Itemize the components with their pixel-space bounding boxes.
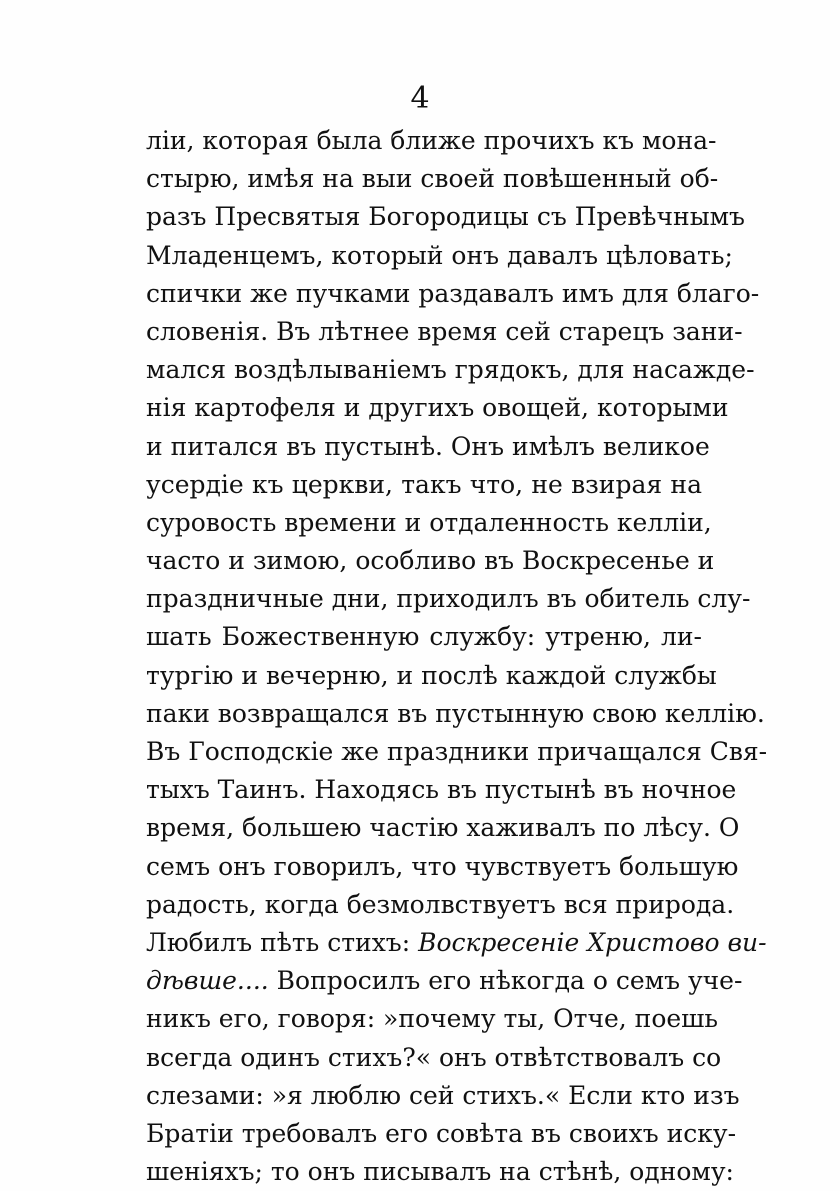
page-number: 4 bbox=[410, 81, 430, 116]
text-line: мался воздѣлываніемъ грядокъ, для насажде- bbox=[146, 355, 755, 385]
italic-quote: Воскресеніе Христово ви- bbox=[418, 927, 767, 957]
text-line: время, большею частію хаживалъ по лѣсу. О bbox=[146, 813, 740, 843]
text-line: всегда одинъ стихъ?« онъ отвѣтствовалъ со bbox=[146, 1042, 722, 1072]
text-line: тыхъ Таинъ. Находясь въ пустынѣ въ ночное bbox=[146, 775, 737, 805]
text-line: стырю, имѣя на выи своей повѣшенный об- bbox=[146, 164, 719, 194]
text-line: праздничные дни, приходилъ въ обитель слу- bbox=[146, 584, 751, 614]
text-line: никъ его, говоря: »почему ты, Отче, поешь bbox=[146, 1004, 719, 1034]
text-line: семъ онъ говорилъ, что чувствуетъ большую bbox=[146, 851, 739, 881]
text-line: нія картофеля и другихъ овощей, которыми bbox=[146, 393, 729, 423]
body-text bbox=[146, 122, 768, 1191]
text-line: и питался въ пустынѣ. Онъ имѣлъ великое bbox=[146, 431, 710, 461]
text-line: слезами: »я люблю сей стихъ.« Если кто изъ bbox=[146, 1080, 740, 1110]
text-line: разъ Пресвятыя Богородицы съ Превѣчнымъ bbox=[146, 202, 745, 232]
text-line: спички же пучками раздавалъ имъ для благо- bbox=[146, 278, 760, 308]
text-line: шеніяхъ; то онъ писывалъ на стѣнѣ, одному: bbox=[146, 1157, 734, 1187]
text-line: тургію и вечерню, и послѣ каждой службы bbox=[146, 660, 717, 690]
text-line: словенія. Въ лѣтнее время сей старецъ зани- bbox=[146, 316, 743, 346]
text-line: суровость времени и отдаленность келлiи, bbox=[146, 507, 712, 537]
text-line-with-italic bbox=[146, 924, 767, 962]
text-line: часто и зимою, особливо въ Воскресенье и bbox=[146, 546, 715, 576]
text-line: Младенцемъ, который онъ давалъ цѣловать; bbox=[146, 240, 733, 270]
text-line: усердіе къ церкви, такъ что, не взирая на bbox=[146, 469, 702, 499]
text-segment: Любилъ пѣть стихъ: bbox=[146, 927, 419, 957]
text-line: Братіи требовалъ его совѣта въ своихъ иску- bbox=[146, 1118, 737, 1148]
text-line-with-italic bbox=[146, 962, 743, 1000]
text-segment: Вопросилъ его нѣкогда о семъ уче- bbox=[268, 966, 743, 996]
text-line: радость, когда безмолвствуетъ вся природа. bbox=[146, 889, 735, 919]
italic-quote-end: дѣвше.... bbox=[146, 966, 269, 996]
text-line: лiи, которая была ближе прочихъ къ мона- bbox=[146, 126, 717, 155]
text-line: Въ Господскіе же праздники причащался Свя- bbox=[146, 737, 768, 766]
text-line: паки возвращался въ пустынную свою келлію. bbox=[146, 698, 765, 728]
text-line: шать Божественную службу: утреню, ли- bbox=[146, 622, 702, 652]
